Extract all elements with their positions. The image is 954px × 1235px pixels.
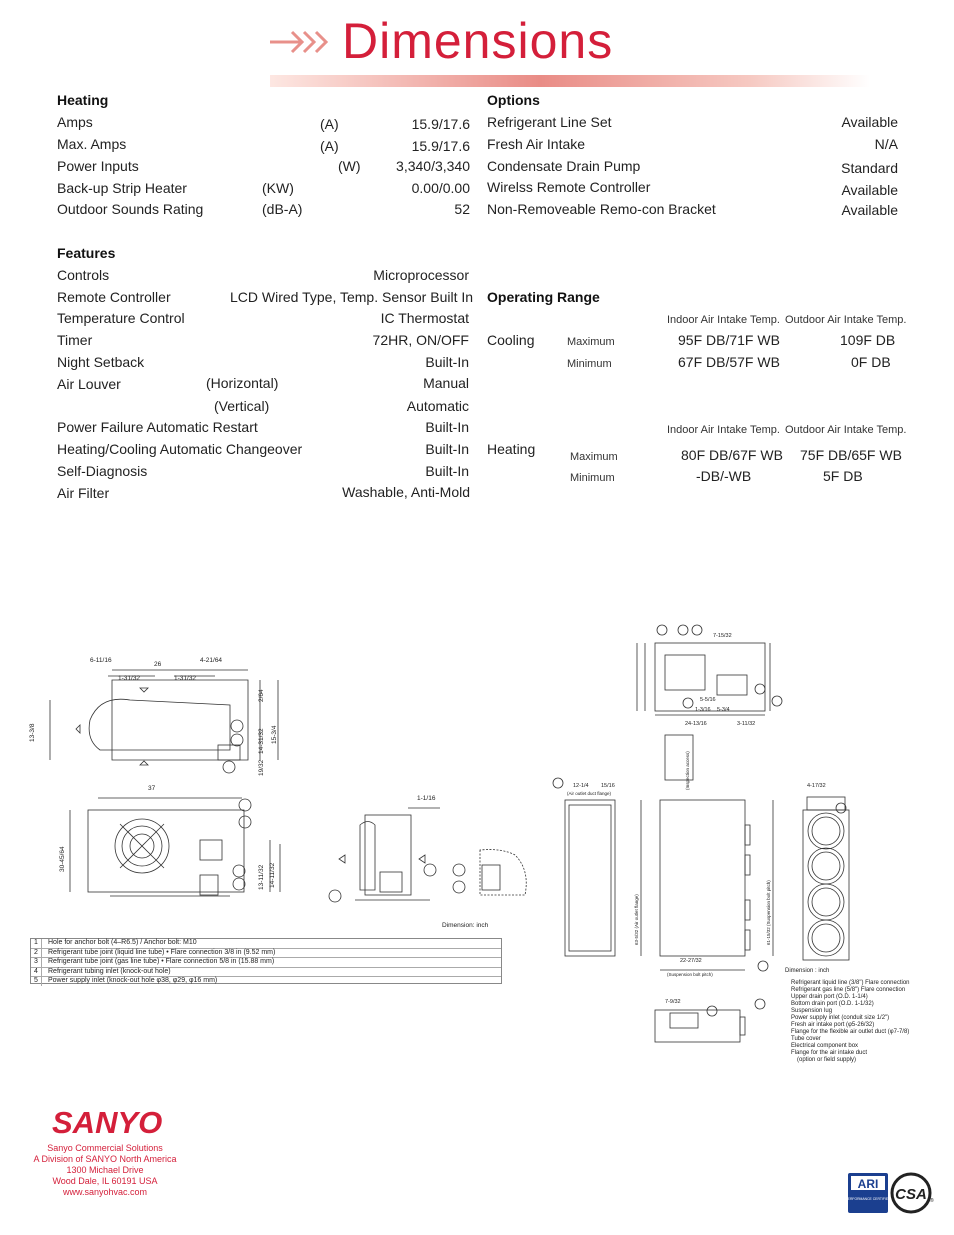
option-value: Available <box>841 182 898 198</box>
heating-max-label: Maximum <box>570 451 618 463</box>
feature-label: Power Failure Automatic Restart <box>57 419 258 435</box>
heating-row-label: Back-up Strip Heater <box>57 180 187 196</box>
feature-value: IC Thermostat <box>380 310 469 326</box>
dim-label: 6-11/16 <box>90 657 112 664</box>
brand-name: SANYO <box>52 1105 163 1140</box>
option-label: Non-Removeable Remo-con Bracket <box>487 201 716 217</box>
dim-label: 15-3/4 <box>271 725 278 744</box>
svg-text:®: ® <box>930 1198 934 1204</box>
col-outdoor-header: Outdoor Air Intake Temp. <box>785 424 907 436</box>
website-link[interactable]: www.sanyohvac.com <box>62 1187 148 1197</box>
dim-label: 24-13/16 <box>685 721 707 727</box>
legend-num: 2 <box>31 949 42 958</box>
feature-value: Built-In <box>425 419 469 435</box>
callout-circle <box>233 878 245 890</box>
callout-circle <box>231 720 243 732</box>
ari-label: ARI <box>857 1177 879 1191</box>
cooling-label: Cooling <box>487 332 535 348</box>
legend-line: Bottom drain port (O.D. 1-1/32) <box>791 1001 874 1007</box>
cooling-max-indoor: 95F DB/71F WB <box>678 332 780 348</box>
feature-sub-label: (Horizontal) <box>206 375 279 391</box>
dim-label: 30-45/64 <box>59 846 66 872</box>
heating-row-label: Amps <box>57 114 93 130</box>
dim-label: 5-3/4 <box>717 707 730 713</box>
feature-label: Temperature Control <box>57 310 185 326</box>
heating-row-value: 3,340/3,340 <box>396 158 470 174</box>
dim-label: 22-27/32 <box>680 958 702 964</box>
dim-label: 61-15/32 (Suspension bolt pitch) <box>766 880 771 945</box>
outdoor-front-view <box>88 810 244 892</box>
address-line: 1300 Michael Drive <box>66 1165 144 1175</box>
callout-circle <box>424 864 436 876</box>
legend-line: Suspension lug <box>791 1008 833 1014</box>
legend-num: 1 <box>31 939 42 948</box>
company-address <box>30 1143 180 1198</box>
dim-label: 1-31/32 <box>118 675 141 682</box>
feature-label: Air Filter <box>57 485 110 501</box>
feature-value: Built-In <box>425 354 469 370</box>
feature-value: Manual <box>423 375 469 391</box>
heating-max-indoor: 80F DB/67F WB <box>681 447 783 463</box>
heating-row-value: 15.9/17.6 <box>411 138 470 154</box>
heating-row-label: Outdoor Sounds Rating <box>57 201 204 217</box>
heating-min-outdoor: 5F DB <box>823 468 863 484</box>
callout-circle <box>453 864 465 876</box>
dim-label: 14-11/32 <box>269 862 276 888</box>
callout-circle <box>836 803 846 813</box>
address-line: Sanyo Commercial Solutions <box>47 1143 163 1153</box>
callout-circle <box>553 778 563 788</box>
dim-label: 26 <box>154 661 162 668</box>
dim-label: 15/16 <box>601 783 615 789</box>
feature-value: Built-In <box>425 441 469 457</box>
indoor-side-view <box>565 800 615 956</box>
dim-label: 14-31/32 <box>258 728 265 754</box>
legend-line: Refrigerant gas line (5/8") Flare connection <box>791 987 906 993</box>
dim-label: 19/32 <box>258 759 265 776</box>
callout-circle <box>453 881 465 893</box>
legend-text: Hole for anchor bolt (4–R6.5) / Anchor bolt: M10 <box>48 939 197 946</box>
dim-label: 4-21/64 <box>200 657 223 664</box>
outdoor-legend <box>30 938 502 984</box>
col-indoor-header: Indoor Air Intake Temp. <box>667 314 780 326</box>
feature-value: Automatic <box>406 398 469 414</box>
callout-circle <box>231 734 243 746</box>
option-value: Standard <box>841 160 898 176</box>
dim-label: 2/64 <box>258 689 265 702</box>
csa-label: CSA <box>895 1186 927 1203</box>
callout-circle <box>758 961 768 971</box>
heating-row-value: 52 <box>454 201 470 217</box>
callout-circle <box>683 698 693 708</box>
heating-row-unit: (A) <box>320 116 339 132</box>
legend-line: Refrigerant liquid line (3/8") Flare connection <box>791 980 910 986</box>
heating-row-label: Max. Amps <box>57 136 127 152</box>
dim-label: 7-9/32 <box>665 999 681 1005</box>
callout-circle <box>772 696 782 706</box>
feature-label: Heating/Cooling Automatic Changeover <box>57 441 303 457</box>
option-label: Fresh Air Intake <box>487 136 586 152</box>
heating-max-outdoor: 75F DB/65F WB <box>800 447 902 463</box>
legend-line: Electrical component box <box>791 1043 859 1049</box>
dim-label: 4-17/32 <box>807 783 826 789</box>
cooling-max-label: Maximum <box>567 336 615 348</box>
dim-label: 63-5/32 (Air outlet flange) <box>634 894 639 945</box>
heating-row-label: Power Inputs <box>57 158 139 174</box>
indoor-unit-drawing <box>545 615 945 1075</box>
cooling-min-outdoor: 0F DB <box>851 354 891 370</box>
operating-range-heading: Operating Range <box>487 289 600 305</box>
heating-min-indoor: -DB/-WB <box>696 468 752 484</box>
address-line: A Division of SANYO North America <box>33 1154 177 1164</box>
indoor-end-view <box>803 810 849 960</box>
features-heading: Features <box>57 245 116 261</box>
col-outdoor-header: Outdoor Air Intake Temp. <box>785 314 907 326</box>
option-label: Condensate Drain Pump <box>487 158 641 174</box>
heating-row-unit: (dB-A) <box>262 201 303 217</box>
feature-label: Air Louver <box>57 376 121 392</box>
callout-circle <box>239 799 251 811</box>
option-label: Wirelss Remote Controller <box>487 179 651 195</box>
dim-label: 37 <box>148 785 156 792</box>
legend-line: Power supply inlet (conduit size 1/2") <box>791 1015 890 1021</box>
csa-logo <box>890 1172 934 1214</box>
option-value: Available <box>841 202 898 218</box>
col-indoor-header: Indoor Air Intake Temp. <box>667 424 780 436</box>
heating-row-value: 0.00/0.00 <box>411 180 470 196</box>
heating-heading: Heating <box>57 92 109 108</box>
legend-line: Tube cover <box>791 1036 821 1042</box>
cooling-min-label: Minimum <box>567 358 612 370</box>
legend-text: Refrigerant tube joint (liquid line tube) • Flare connection 3/8 in (9.52 mm) <box>48 948 276 956</box>
options-heading: Options <box>487 92 540 108</box>
dim-label: 1-3/16 <box>695 707 711 713</box>
option-label: Refrigerant Line Set <box>487 114 612 130</box>
feature-label: Self-Diagnosis <box>57 463 148 479</box>
legend-num: 3 <box>31 958 42 967</box>
outdoor-top-view <box>112 680 248 760</box>
page-title: Dimensions <box>342 13 614 69</box>
legend-text: Refrigerant tubing inlet (knock-out hole) <box>48 967 171 975</box>
ari-sub: PERFORMANCE CERTIFIED <box>845 1197 891 1201</box>
legend-line: Upper drain port (O.D. 1-1/4) <box>791 994 868 1000</box>
dim-label: 5-5/16 <box>700 697 716 703</box>
heating-row-unit: (W) <box>338 158 361 174</box>
feature-value: Washable, Anti-Mold <box>342 484 470 500</box>
feature-label: Timer <box>57 332 93 348</box>
dim-label: 3-11/32 <box>737 721 756 727</box>
callout-circle <box>707 1006 717 1016</box>
legend-text: Refrigerant tube joint (gas line tube) • Flare connection 5/8 in (15.88 mm) <box>48 958 275 966</box>
option-value: N/A <box>874 136 898 152</box>
ari-certified-logo <box>845 1173 891 1213</box>
feature-label: Controls <box>57 267 110 283</box>
legend-text: Power supply inlet (knock-out hole φ38, φ29, φ16 mm) <box>48 977 218 985</box>
feature-sub-label: (Vertical) <box>214 398 270 414</box>
feature-label: Night Setback <box>57 354 145 370</box>
dim-label: 12-1/4 <box>573 783 589 789</box>
cooling-min-indoor: 67F DB/57F WB <box>678 354 780 370</box>
callout-circle <box>657 625 667 635</box>
heating-range-label: Heating <box>487 441 536 457</box>
legend-line: (option or field supply) <box>797 1057 857 1063</box>
dim-label: 7-15/32 <box>713 633 732 639</box>
callout-circle <box>755 684 765 694</box>
option-value: Available <box>841 114 898 130</box>
dim-label: 1-31/32 <box>174 675 197 682</box>
feature-value: Built-In <box>425 463 469 479</box>
indoor-dimension-unit: Dimension : inch <box>785 968 830 974</box>
feature-value: LCD Wired Type, Temp. Sensor Built In <box>230 289 474 305</box>
heating-min-label: Minimum <box>570 472 615 484</box>
legend-num: 4 <box>31 968 42 977</box>
dim-label: (Suspension bolt pitch) <box>667 972 713 977</box>
address-line: Wood Dale, IL 60191 USA <box>52 1176 158 1186</box>
callout-circle <box>329 890 341 902</box>
callout-circle <box>233 865 245 877</box>
cooling-max-outdoor: 109F DB <box>840 332 896 348</box>
heating-row-unit: (A) <box>320 138 339 154</box>
heating-row-unit: (KW) <box>262 180 294 196</box>
dim-label: 13-11/32 <box>258 864 265 890</box>
outdoor-unit-drawing <box>20 650 540 985</box>
heating-row-value: 15.9/17.6 <box>411 116 470 132</box>
outdoor-dimension-unit: Dimension: inch <box>442 922 489 929</box>
dim-label: (Air outlet duct flange) <box>567 791 612 796</box>
dim-label: 1-1/16 <box>417 795 436 802</box>
feature-value: 72HR, ON/OFF <box>372 332 469 348</box>
dim-label: (Inspection access) <box>685 751 690 790</box>
header-arrows-icon <box>270 26 332 58</box>
outdoor-side-view <box>365 815 411 895</box>
title-underline <box>270 75 870 87</box>
feature-value: Microprocessor <box>373 267 469 283</box>
legend-num: 5 <box>31 977 42 986</box>
legend-line: Flange for the air intake duct <box>791 1050 868 1056</box>
callout-circle <box>692 625 702 635</box>
legend-line: Fresh air intake port (φ5-26/32) <box>791 1022 875 1028</box>
outdoor-detail-view <box>480 850 526 895</box>
feature-label: Remote Controller <box>57 289 171 305</box>
callout-circle <box>755 999 765 1009</box>
indoor-front-view <box>660 800 745 956</box>
dim-label: 13-3/8 <box>29 723 36 742</box>
callout-circle <box>239 816 251 828</box>
indoor-bottom-view <box>655 1010 740 1042</box>
legend-line: Flange for the flexible air outlet duct (φ7-7/8) <box>791 1029 910 1035</box>
indoor-legend <box>791 980 910 1063</box>
sanyo-logo <box>52 1102 162 1138</box>
callout-circle <box>678 625 688 635</box>
callout-circle <box>223 761 235 773</box>
